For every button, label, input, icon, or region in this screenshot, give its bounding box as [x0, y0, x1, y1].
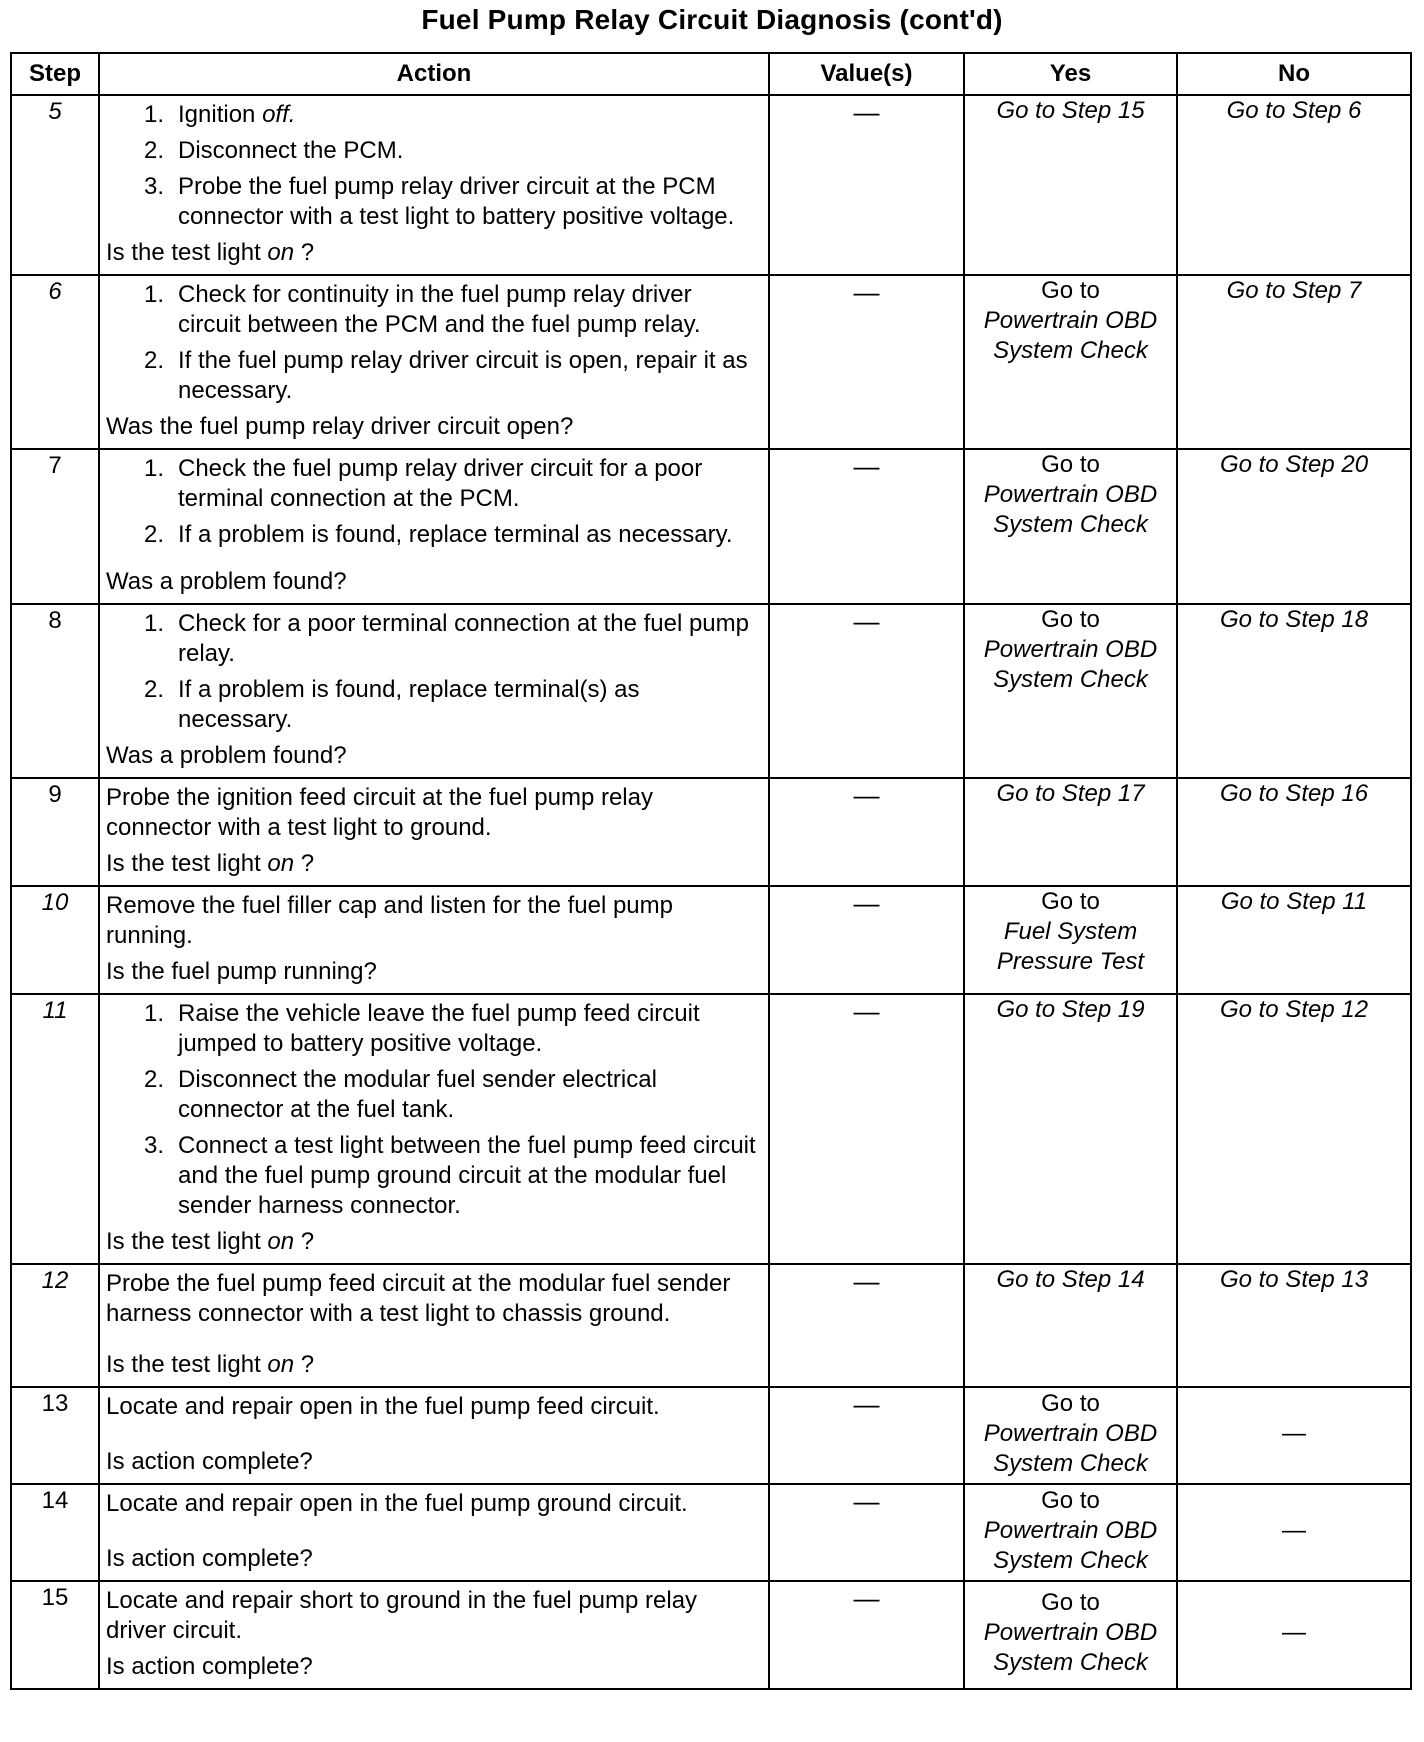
- yes-cell: [964, 95, 1177, 275]
- action-step-number: 1.: [143, 101, 164, 128]
- no-target: —: [1282, 1619, 1306, 1646]
- no-target: Go to Step 13: [1219, 1266, 1369, 1293]
- action-steps: [106, 454, 760, 550]
- question-text: Was the fuel pump relay driver circuit open?: [106, 413, 574, 440]
- action-step: [106, 675, 760, 735]
- action-step-number: 1.: [143, 1000, 164, 1027]
- value-cell: —: [769, 886, 964, 994]
- action-steps: [106, 999, 760, 1221]
- no-target: Go to Step 11: [1220, 888, 1368, 915]
- action-cell: [99, 449, 769, 604]
- yes-cell: [964, 778, 1177, 886]
- no-target: —: [1282, 1516, 1306, 1544]
- action-steps: [106, 100, 760, 232]
- value-cell: —: [769, 604, 964, 778]
- value-cell: —: [769, 1264, 964, 1387]
- action-step-text: Raise the vehicle leave the fuel pump feed circuit jumped to battery positive voltage.: [178, 1000, 700, 1057]
- action-step-text: Check for continuity in the fuel pump relay driver circuit between the PCM and the fuel pump relay.: [178, 281, 701, 338]
- no-cell: [1177, 1484, 1411, 1581]
- yes-target: Powertrain OBD System Check: [983, 636, 1158, 693]
- question-emphasis: on: [267, 1228, 295, 1255]
- yes-target: Powertrain OBD System Check: [983, 307, 1158, 364]
- table-row: [11, 275, 1411, 449]
- step-number: 6: [11, 275, 99, 449]
- value-cell: —: [769, 275, 964, 449]
- action-step-number: 2.: [143, 137, 164, 164]
- action-cell: [99, 1387, 769, 1484]
- no-target: Go to Step 20: [1219, 451, 1369, 478]
- question-suffix: ?: [294, 850, 315, 877]
- action-steps: [106, 609, 760, 735]
- yes-target: Fuel System Pressure Test: [996, 918, 1145, 975]
- action-cell: [99, 1484, 769, 1581]
- action-step: [106, 520, 760, 550]
- yes-goto-label: Go to: [1041, 451, 1100, 478]
- action-cell: [99, 275, 769, 449]
- action-cell: [99, 95, 769, 275]
- action-question: [106, 1350, 760, 1380]
- action-step-text: Disconnect the PCM.: [178, 137, 404, 164]
- table-row: [11, 1484, 1411, 1581]
- action-step: [106, 136, 760, 166]
- no-target: Go to Step 16: [1219, 780, 1369, 807]
- action-question: [106, 1227, 760, 1257]
- step-number: 11: [11, 994, 99, 1264]
- yes-cell: [964, 886, 1177, 994]
- table-row: [11, 994, 1411, 1264]
- no-cell: [1177, 1581, 1411, 1689]
- yes-cell: [964, 275, 1177, 449]
- no-cell: [1177, 1264, 1411, 1387]
- diagnosis-table: [10, 52, 1412, 1690]
- value-cell: —: [769, 994, 964, 1264]
- action-step: [106, 100, 760, 130]
- action-step-number: 2.: [143, 347, 164, 374]
- value-cell: —: [769, 1581, 964, 1689]
- value-cell: —: [769, 778, 964, 886]
- action-step-emphasis: off.: [262, 101, 296, 128]
- action-cell: [99, 1264, 769, 1387]
- value-cell: —: [769, 449, 964, 604]
- action-step-text: Ignition: [178, 101, 263, 128]
- action-step-number: 3.: [143, 1132, 164, 1159]
- question-text: Is the test light: [106, 239, 268, 266]
- yes-goto-label: Go to: [1041, 606, 1100, 633]
- question-emphasis: on: [267, 850, 295, 877]
- yes-cell: [964, 449, 1177, 604]
- action-step-text: Probe the fuel pump relay driver circuit at the PCM connector with a test light to battery positive voltage.: [178, 173, 735, 230]
- question-text: Is the test light: [106, 1228, 268, 1255]
- value-cell: —: [769, 1387, 964, 1484]
- yes-cell: [964, 1581, 1177, 1689]
- yes-goto-label: Go to: [1041, 888, 1100, 915]
- action-question: [106, 412, 760, 442]
- yes-cell: [964, 1264, 1177, 1387]
- yes-goto-label: Go to: [1041, 277, 1100, 304]
- step-number: 12: [11, 1264, 99, 1387]
- question-text: Is action complete?: [106, 1545, 313, 1572]
- action-question: [106, 849, 760, 879]
- question-emphasis: on: [267, 239, 295, 266]
- action-question: [106, 238, 760, 268]
- question-text: Is action complete?: [106, 1448, 313, 1475]
- action-text: Probe the fuel pump feed circuit at the modular fuel sender harness connector with a test light to chassis ground.: [106, 1270, 731, 1327]
- value-cell: —: [769, 95, 964, 275]
- step-number: 15: [11, 1581, 99, 1689]
- action-step-text: Connect a test light between the fuel pump feed circuit and the fuel pump ground circuit at the modular fuel sender harness connector.: [178, 1132, 756, 1219]
- yes-target: Powertrain OBD System Check: [983, 1619, 1158, 1676]
- question-emphasis: on: [267, 1351, 295, 1378]
- step-number: 9: [11, 778, 99, 886]
- action-step-number: 2.: [143, 676, 164, 703]
- question-text: Was a problem found?: [106, 568, 347, 595]
- action-step: [106, 172, 760, 232]
- no-target: Go to Step 6: [1226, 97, 1362, 124]
- no-cell: [1177, 1387, 1411, 1484]
- action-text: Probe the ignition feed circuit at the fuel pump relay connector with a test light to ground.: [106, 784, 653, 841]
- action-text: Locate and repair short to ground in the fuel pump relay driver circuit.: [106, 1587, 698, 1644]
- question-suffix: ?: [294, 1228, 315, 1255]
- header-action: Action: [99, 53, 769, 95]
- yes-cell: [964, 1484, 1177, 1581]
- header-no: No: [1177, 53, 1411, 95]
- step-number: 14: [11, 1484, 99, 1581]
- action-cell: [99, 886, 769, 994]
- action-step: [106, 609, 760, 669]
- no-cell: [1177, 95, 1411, 275]
- table-row: [11, 449, 1411, 604]
- action-step-text: If a problem is found, replace terminal as necessary.: [178, 521, 733, 548]
- action-question: [106, 1544, 760, 1574]
- action-cell: [99, 604, 769, 778]
- action-step-text: Disconnect the modular fuel sender electrical connector at the fuel tank.: [178, 1066, 657, 1123]
- yes-target: Powertrain OBD System Check: [983, 1516, 1158, 1574]
- question-text: Is action complete?: [106, 1653, 313, 1680]
- yes-goto-label: Go to: [1041, 1589, 1100, 1616]
- step-number: 13: [11, 1387, 99, 1484]
- yes-target: Go to Step 17: [996, 780, 1145, 807]
- header-values: Value(s): [769, 53, 964, 95]
- no-cell: [1177, 994, 1411, 1264]
- action-steps: [106, 280, 760, 406]
- action-question: [106, 741, 760, 771]
- step-number: 8: [11, 604, 99, 778]
- table-row: [11, 95, 1411, 275]
- question-text: Is the fuel pump running?: [106, 958, 377, 985]
- no-target: Go to Step 18: [1219, 606, 1369, 633]
- step-number: 7: [11, 449, 99, 604]
- table-row: [11, 886, 1411, 994]
- action-cell: [99, 1581, 769, 1689]
- action-text: Locate and repair open in the fuel pump feed circuit.: [106, 1393, 660, 1420]
- question-text: Was a problem found?: [106, 742, 347, 769]
- action-step: [106, 346, 760, 406]
- action-cell: [99, 778, 769, 886]
- no-target: Go to Step 12: [1219, 996, 1369, 1023]
- action-step-text: If a problem is found, replace terminal(s) as necessary.: [178, 676, 640, 733]
- header-row: [11, 53, 1411, 95]
- question-text: Is the test light: [106, 850, 268, 877]
- yes-cell: [964, 1387, 1177, 1484]
- yes-goto-label: Go to: [1041, 1486, 1100, 1514]
- action-step: [106, 999, 760, 1059]
- step-number: 5: [11, 95, 99, 275]
- action-step: [106, 454, 760, 514]
- action-text: Locate and repair open in the fuel pump ground circuit.: [106, 1490, 688, 1517]
- no-target: Go to Step 7: [1226, 277, 1362, 304]
- no-cell: [1177, 886, 1411, 994]
- action-question: [106, 567, 760, 597]
- table-row: [11, 1581, 1411, 1689]
- question-text: Is the test light: [106, 1351, 268, 1378]
- action-question: [106, 957, 760, 987]
- action-step-number: 2.: [143, 1066, 164, 1093]
- yes-cell: [964, 994, 1177, 1264]
- no-cell: [1177, 275, 1411, 449]
- action-step-number: 3.: [143, 173, 164, 200]
- action-step-text: Check the fuel pump relay driver circuit for a poor terminal connection at the PCM.: [178, 455, 703, 512]
- value-cell: —: [769, 1484, 964, 1581]
- action-step-number: 2.: [143, 521, 164, 548]
- page-title: Fuel Pump Relay Circuit Diagnosis (cont'd): [421, 4, 1003, 35]
- action-step: [106, 280, 760, 340]
- yes-target: Go to Step 14: [996, 1266, 1145, 1293]
- yes-target: Powertrain OBD System Check: [983, 481, 1158, 538]
- table-row: [11, 1264, 1411, 1387]
- yes-target: Powertrain OBD System Check: [983, 1419, 1158, 1477]
- header-step: Step: [11, 53, 99, 95]
- action-step: [106, 1065, 760, 1125]
- yes-target: Go to Step 15: [996, 97, 1145, 124]
- action-step-number: 1.: [143, 610, 164, 637]
- question-suffix: ?: [294, 1351, 315, 1378]
- table-row: [11, 1387, 1411, 1484]
- yes-cell: [964, 604, 1177, 778]
- no-cell: [1177, 449, 1411, 604]
- action-text: Remove the fuel filler cap and listen for the fuel pump running.: [106, 892, 673, 949]
- no-target: —: [1282, 1419, 1306, 1447]
- table-row: [11, 778, 1411, 886]
- action-step: [106, 1131, 760, 1221]
- yes-target: Go to Step 19: [996, 996, 1145, 1023]
- question-suffix: ?: [294, 239, 315, 266]
- action-step-number: 1.: [143, 455, 164, 482]
- yes-goto-label: Go to: [1041, 1389, 1100, 1417]
- table-row: [11, 604, 1411, 778]
- step-number: 10: [11, 886, 99, 994]
- action-question: [106, 1652, 760, 1682]
- no-cell: [1177, 604, 1411, 778]
- action-step-text: Check for a poor terminal connection at the fuel pump relay.: [178, 610, 749, 667]
- action-step-text: If the fuel pump relay driver circuit is open, repair it as necessary.: [178, 347, 748, 404]
- action-cell: [99, 994, 769, 1264]
- no-cell: [1177, 778, 1411, 886]
- header-yes: Yes: [964, 53, 1177, 95]
- action-question: [106, 1447, 760, 1477]
- action-step-number: 1.: [143, 281, 164, 308]
